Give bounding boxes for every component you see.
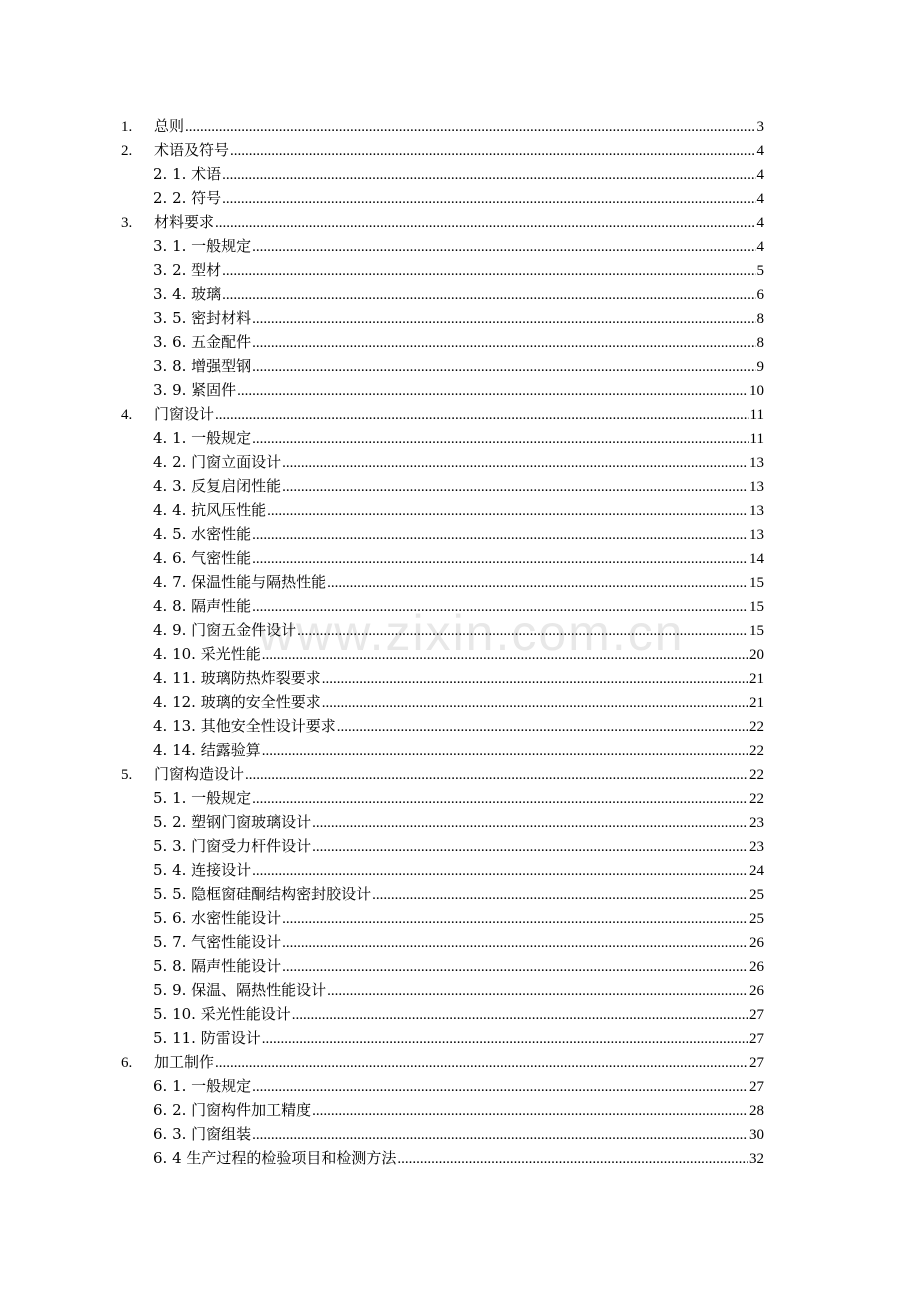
toc-section-entry[interactable] bbox=[121, 1146, 764, 1170]
toc-chapter-entry[interactable] bbox=[121, 1050, 764, 1074]
toc-entry-title: 5. 6. 水密性能设计 bbox=[153, 909, 282, 927]
toc-entry-number: 6. bbox=[121, 1055, 133, 1071]
toc-section-entry[interactable] bbox=[121, 1098, 764, 1122]
toc-dot-leader bbox=[252, 235, 755, 259]
toc-dot-leader bbox=[312, 1099, 748, 1123]
toc-dot-leader bbox=[252, 1075, 748, 1099]
toc-page-number: 27 bbox=[749, 1079, 764, 1095]
toc-section-entry[interactable] bbox=[121, 498, 764, 522]
toc-page-number: 15 bbox=[749, 623, 764, 639]
toc-page-number: 4 bbox=[756, 191, 764, 207]
toc-page-number: 13 bbox=[749, 503, 764, 519]
toc-entry-title: 门窗设计 bbox=[154, 405, 215, 423]
toc-page-number: 22 bbox=[749, 743, 764, 759]
toc-section-entry[interactable] bbox=[121, 522, 764, 546]
toc-section-entry[interactable] bbox=[121, 258, 764, 282]
toc-page-number: 22 bbox=[749, 719, 764, 735]
toc-dot-leader bbox=[397, 1147, 748, 1171]
toc-dot-leader bbox=[262, 1027, 748, 1051]
toc-chapter-entry[interactable] bbox=[121, 114, 764, 138]
toc-entry-number: 1. bbox=[121, 119, 133, 135]
toc-entry-title: 4. 5. 水密性能 bbox=[153, 525, 252, 543]
toc-entry-title: 5. 7. 气密性能设计 bbox=[153, 933, 282, 951]
toc-section-entry[interactable] bbox=[121, 330, 764, 354]
toc-section-entry[interactable] bbox=[121, 474, 764, 498]
toc-entry-title: 6. 4 生产过程的检验项目和检测方法 bbox=[153, 1149, 397, 1167]
toc-section-entry[interactable] bbox=[121, 426, 764, 450]
toc-entry-title: 4. 12. 玻璃的安全性要求 bbox=[153, 693, 321, 711]
toc-dot-leader bbox=[327, 979, 748, 1003]
toc-page-number: 23 bbox=[749, 815, 764, 831]
toc-section-entry[interactable] bbox=[121, 1002, 764, 1026]
toc-page-number: 5 bbox=[756, 263, 764, 279]
toc-entry-title: 4. 4. 抗风压性能 bbox=[153, 501, 267, 519]
toc-section-entry[interactable] bbox=[121, 954, 764, 978]
toc-page-number: 11 bbox=[749, 431, 764, 447]
toc-page-number: 27 bbox=[749, 1055, 764, 1071]
watermark: www.zixin.com.cn bbox=[258, 605, 685, 661]
toc-entry-title: 3. 6. 五金配件 bbox=[153, 333, 252, 351]
toc-page-number: 21 bbox=[749, 695, 764, 711]
toc-dot-leader bbox=[282, 931, 748, 955]
toc-entry-title: 4. 1. 一般规定 bbox=[153, 429, 252, 447]
toc-page-number: 22 bbox=[749, 767, 764, 783]
toc-chapter-entry[interactable] bbox=[121, 210, 764, 234]
toc-dot-leader bbox=[185, 115, 755, 139]
toc-entry-title: 总则 bbox=[154, 117, 185, 135]
toc-page-number: 4 bbox=[756, 239, 764, 255]
toc-entry-title: 5. 8. 隔声性能设计 bbox=[153, 957, 282, 975]
toc-dot-leader bbox=[252, 307, 755, 331]
toc-dot-leader bbox=[215, 1051, 748, 1075]
toc-entry-title: 5. 10. 采光性能设计 bbox=[153, 1005, 291, 1023]
toc-section-entry[interactable] bbox=[121, 882, 764, 906]
toc-entry-title: 3. 4. 玻璃 bbox=[153, 285, 222, 303]
toc-entry-title: 5. 3. 门窗受力杆件设计 bbox=[153, 837, 312, 855]
toc-chapter-entry[interactable] bbox=[121, 138, 764, 162]
toc-entry-number: 5. bbox=[121, 767, 133, 783]
toc-section-entry[interactable] bbox=[121, 546, 764, 570]
toc-dot-leader bbox=[337, 715, 748, 739]
toc-dot-leader bbox=[252, 595, 748, 619]
toc-page-number: 25 bbox=[749, 887, 764, 903]
toc-section-entry[interactable] bbox=[121, 1074, 764, 1098]
toc-dot-leader bbox=[252, 331, 755, 355]
toc-dot-leader bbox=[282, 907, 748, 931]
toc-section-entry[interactable] bbox=[121, 618, 764, 642]
toc-entry-title: 术语及符号 bbox=[154, 141, 230, 159]
toc-entry-title: 4. 2. 门窗立面设计 bbox=[153, 453, 282, 471]
toc-page-number: 9 bbox=[756, 359, 764, 375]
toc-page-number: 27 bbox=[749, 1031, 764, 1047]
toc-entry-title: 2. 1. 术语 bbox=[153, 165, 222, 183]
toc-section-entry[interactable] bbox=[121, 642, 764, 666]
toc-section-entry[interactable] bbox=[121, 186, 764, 210]
toc-page-number: 14 bbox=[749, 551, 764, 567]
toc-entry-number: 3. bbox=[121, 215, 133, 231]
toc-entry-title: 4. 3. 反复启闭性能 bbox=[153, 477, 282, 495]
toc-section-entry[interactable] bbox=[121, 930, 764, 954]
toc-section-entry[interactable] bbox=[121, 306, 764, 330]
toc-dot-leader bbox=[245, 763, 748, 787]
toc-entry-title: 4. 11. 玻璃防热炸裂要求 bbox=[153, 669, 321, 687]
toc-dot-leader bbox=[252, 1123, 748, 1147]
toc-page-number: 4 bbox=[756, 167, 764, 183]
toc-entry-title: 3. 9. 紧固件 bbox=[153, 381, 237, 399]
toc-dot-leader bbox=[322, 691, 748, 715]
toc-entry-title: 4. 8. 隔声性能 bbox=[153, 597, 252, 615]
toc-dot-leader bbox=[312, 835, 748, 859]
toc-dot-leader bbox=[215, 211, 755, 235]
toc-page-number: 13 bbox=[749, 479, 764, 495]
toc-dot-leader bbox=[230, 139, 755, 163]
toc-page-number: 20 bbox=[749, 647, 764, 663]
toc-section-entry[interactable] bbox=[121, 450, 764, 474]
toc-chapter-entry[interactable] bbox=[121, 762, 764, 786]
toc-entry-title: 6. 2. 门窗构件加工精度 bbox=[153, 1101, 312, 1119]
toc-dot-leader bbox=[252, 787, 748, 811]
toc-dot-leader bbox=[252, 427, 748, 451]
toc-dot-leader bbox=[252, 547, 748, 571]
toc-section-entry[interactable] bbox=[121, 858, 764, 882]
toc-section-entry[interactable] bbox=[121, 282, 764, 306]
toc-entry-number: 4. bbox=[121, 407, 133, 423]
toc-entry-title: 3. 1. 一般规定 bbox=[153, 237, 252, 255]
toc-page-number: 8 bbox=[756, 311, 764, 327]
toc-dot-leader bbox=[322, 667, 748, 691]
toc-section-entry[interactable] bbox=[121, 378, 764, 402]
toc-section-entry[interactable] bbox=[121, 570, 764, 594]
toc-dot-leader bbox=[252, 523, 748, 547]
toc-section-entry[interactable] bbox=[121, 666, 764, 690]
toc-dot-leader bbox=[252, 859, 748, 883]
toc-page-number: 22 bbox=[749, 791, 764, 807]
toc-page-number: 27 bbox=[749, 1007, 764, 1023]
toc-entry-title: 5. 9. 保温、隔热性能设计 bbox=[153, 981, 327, 999]
toc-entry-title: 4. 7. 保温性能与隔热性能 bbox=[153, 573, 327, 591]
toc-entry-title: 3. 5. 密封材料 bbox=[153, 309, 252, 327]
toc-section-entry[interactable] bbox=[121, 594, 764, 618]
toc-section-entry[interactable] bbox=[121, 906, 764, 930]
toc-page-number: 21 bbox=[749, 671, 764, 687]
toc-dot-leader bbox=[222, 187, 755, 211]
toc-dot-leader bbox=[215, 403, 749, 427]
toc-section-entry[interactable] bbox=[121, 1122, 764, 1146]
toc-entry-title: 5. 1. 一般规定 bbox=[153, 789, 252, 807]
toc-section-entry[interactable] bbox=[121, 234, 764, 258]
toc-page-number: 26 bbox=[749, 935, 764, 951]
toc-page-number: 10 bbox=[749, 383, 764, 399]
toc-page-number: 26 bbox=[749, 959, 764, 975]
toc-entry-number: 2. bbox=[121, 143, 133, 159]
toc-section-entry[interactable] bbox=[121, 690, 764, 714]
toc-page-number: 26 bbox=[749, 983, 764, 999]
toc-entry-title: 6. 3. 门窗组装 bbox=[153, 1125, 252, 1143]
toc-entry-title: 3. 8. 增强型钢 bbox=[153, 357, 252, 375]
toc-section-entry[interactable] bbox=[121, 738, 764, 762]
toc-section-entry[interactable] bbox=[121, 786, 764, 810]
toc-dot-leader bbox=[282, 955, 748, 979]
toc-dot-leader bbox=[267, 499, 748, 523]
toc-entry-title: 4. 13. 其他安全性设计要求 bbox=[153, 717, 336, 735]
toc-dot-leader bbox=[222, 259, 755, 283]
toc-dot-leader bbox=[372, 883, 748, 907]
toc-entry-title: 门窗构造设计 bbox=[154, 765, 245, 783]
toc-dot-leader bbox=[282, 451, 748, 475]
toc-page-number: 23 bbox=[749, 839, 764, 855]
toc-entry-title: 5. 11. 防雷设计 bbox=[153, 1029, 261, 1047]
toc-section-entry[interactable] bbox=[121, 714, 764, 738]
toc-section-entry[interactable] bbox=[121, 354, 764, 378]
toc-entry-title: 4. 6. 气密性能 bbox=[153, 549, 252, 567]
toc-page-number: 24 bbox=[749, 863, 764, 879]
toc-page-number: 4 bbox=[756, 143, 764, 159]
toc-entry-title: 5. 4. 连接设计 bbox=[153, 861, 252, 879]
toc-dot-leader bbox=[222, 163, 755, 187]
toc-entry-title: 4. 10. 采光性能 bbox=[153, 645, 261, 663]
toc-chapter-entry[interactable] bbox=[121, 402, 764, 426]
toc-page-number: 8 bbox=[756, 335, 764, 351]
table-of-contents bbox=[121, 114, 764, 1170]
toc-dot-leader bbox=[252, 355, 755, 379]
toc-page-number: 28 bbox=[749, 1103, 764, 1119]
toc-page-number: 13 bbox=[749, 455, 764, 471]
toc-page-number: 4 bbox=[756, 215, 764, 231]
toc-section-entry[interactable] bbox=[121, 978, 764, 1002]
toc-section-entry[interactable] bbox=[121, 810, 764, 834]
toc-page-number: 6 bbox=[756, 287, 764, 303]
toc-entry-title: 材料要求 bbox=[154, 213, 215, 231]
toc-dot-leader bbox=[237, 379, 748, 403]
toc-entry-title: 4. 9. 门窗五金件设计 bbox=[153, 621, 297, 639]
toc-page-number: 30 bbox=[749, 1127, 764, 1143]
toc-entry-title: 6. 1. 一般规定 bbox=[153, 1077, 252, 1095]
toc-entry-title: 2. 2. 符号 bbox=[153, 189, 222, 207]
toc-page-number: 3 bbox=[756, 119, 764, 135]
toc-section-entry[interactable] bbox=[121, 1026, 764, 1050]
toc-dot-leader bbox=[282, 475, 748, 499]
toc-dot-leader bbox=[312, 811, 748, 835]
toc-entry-title: 4. 14. 结露验算 bbox=[153, 741, 261, 759]
toc-page-number: 25 bbox=[749, 911, 764, 927]
toc-page-number: 11 bbox=[749, 407, 764, 423]
toc-page-number: 13 bbox=[749, 527, 764, 543]
toc-entry-title: 5. 2. 塑钢门窗玻璃设计 bbox=[153, 813, 312, 831]
toc-entry-title: 加工制作 bbox=[154, 1053, 215, 1071]
toc-dot-leader bbox=[222, 283, 755, 307]
toc-dot-leader bbox=[297, 619, 748, 643]
toc-dot-leader bbox=[262, 643, 748, 667]
toc-page-number: 15 bbox=[749, 575, 764, 591]
toc-dot-leader bbox=[262, 739, 748, 763]
toc-entry-title: 5. 5. 隐框窗硅酮结构密封胶设计 bbox=[153, 885, 372, 903]
toc-page-number: 32 bbox=[749, 1151, 764, 1167]
toc-section-entry[interactable] bbox=[121, 834, 764, 858]
toc-section-entry[interactable] bbox=[121, 162, 764, 186]
toc-entry-title: 3. 2. 型材 bbox=[153, 261, 222, 279]
toc-dot-leader bbox=[292, 1003, 748, 1027]
toc-dot-leader bbox=[327, 571, 748, 595]
toc-page-number: 15 bbox=[749, 599, 764, 615]
